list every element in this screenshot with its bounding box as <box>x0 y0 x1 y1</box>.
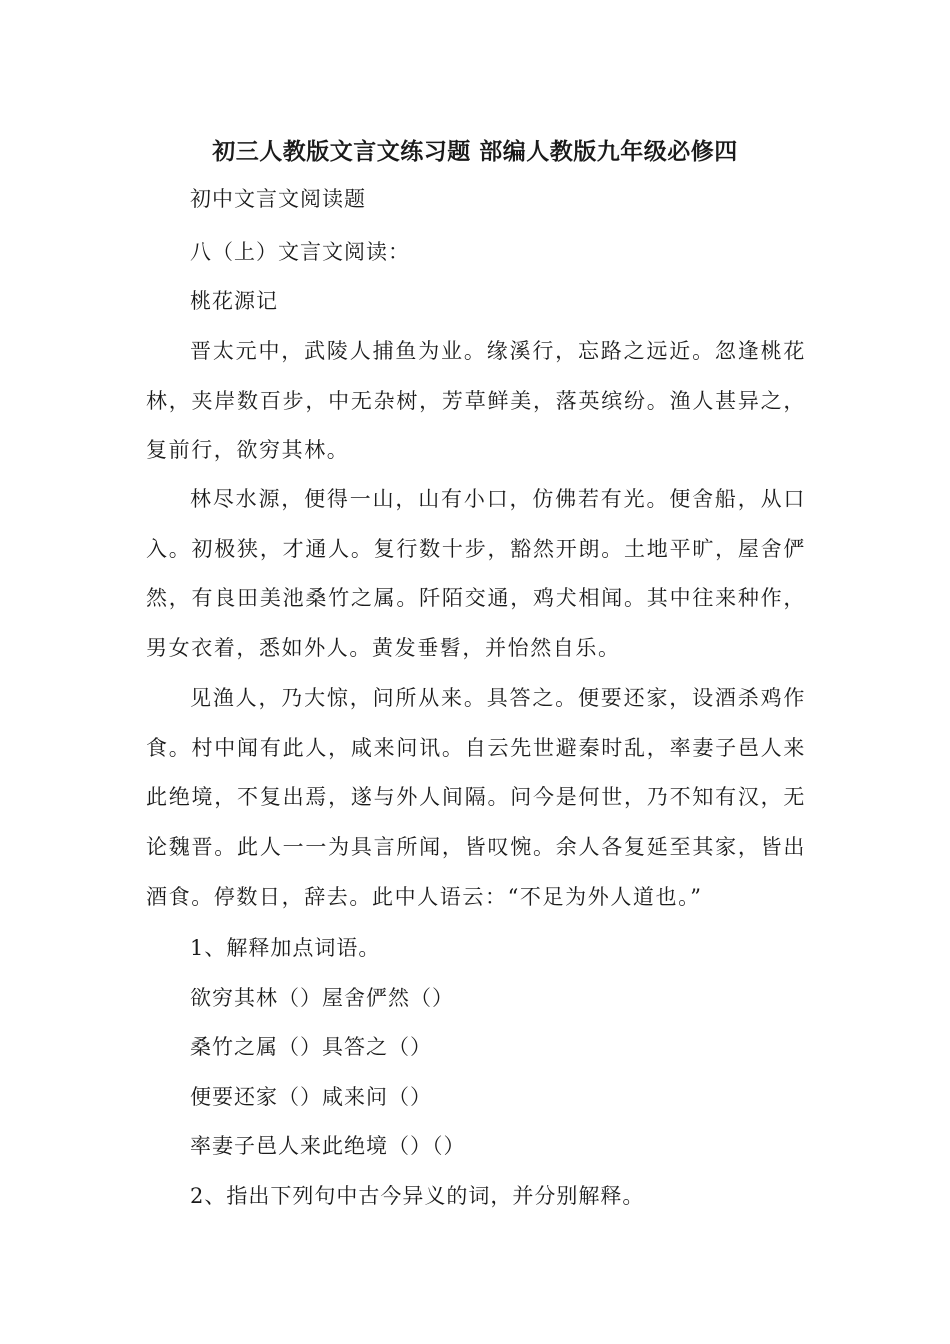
question-1-item: 率妻子邑人来此绝境（）（） <box>190 1134 466 1158</box>
question-2: 2、指出下列句中古今异义的词，并分别解释。 <box>190 1184 645 1208</box>
question-1-item: 便要还家（）咸来问（） <box>190 1085 432 1109</box>
question-1: 1、解释加点词语。 <box>190 936 381 960</box>
section-heading: 八（上）文言文阅读： <box>190 240 410 264</box>
question-1-item: 桑竹之属（）具答之（） <box>190 1035 432 1059</box>
passage-paragraph-3: 见渔人，乃大惊，问所从来。具答之。便要还家，设酒杀鸡作食。村中闻有此人，咸来问讯。自云先世避秦时乱，率妻子邑人来此绝境，不复出焉，遂与外人间隔。问今是何世，乃不知有汉，无论魏晋。此人一一为具言所闻，皆叹惋。余人各复延至其家，皆出酒食。停数日，辞去。此中人语云：“不足为外人道也。” <box>146 686 806 909</box>
document-title: 初三人教版文言文练习题 部编人教版九年级必修四 <box>212 139 738 165</box>
passage-paragraph-1: 晋太元中，武陵人捕鱼为业。缘溪行，忘路之远近。忽逢桃花林，夹岸数百步，中无杂树，芳草鲜美，落英缤纷。渔人甚异之，复前行，欲穷其林。 <box>146 339 806 463</box>
question-1-item: 欲穷其林（）屋舍俨然（） <box>190 986 454 1010</box>
passage-paragraph-2: 林尽水源，便得一山，山有小口，仿佛若有光。便舍船，从口入。初极狭，才通人。复行数十步，豁然开朗。土地平旷，屋舍俨然，有良田美池桑竹之属。阡陌交通，鸡犬相闻。其中往来种作，男女衣着，悉如外人。黄发垂髫，并怡然自乐。 <box>146 487 806 661</box>
passage-title: 桃花源记 <box>190 289 278 313</box>
subtitle: 初中文言文阅读题 <box>190 187 366 211</box>
